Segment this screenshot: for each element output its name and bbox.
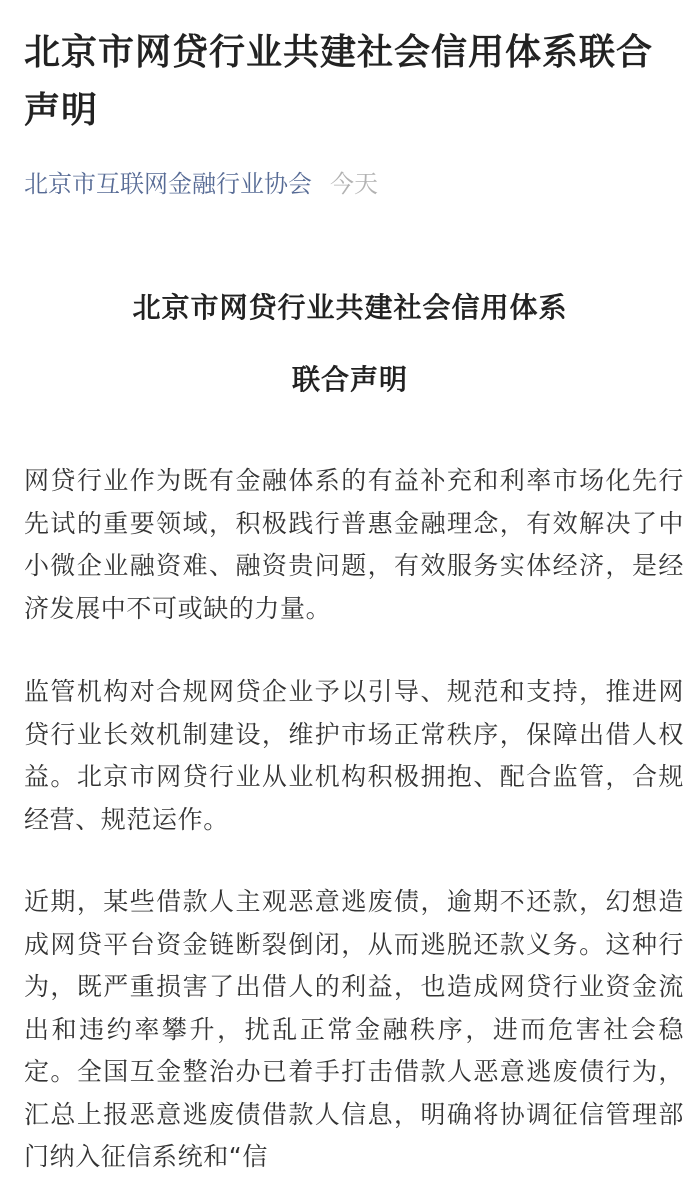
- article-meta: [24, 164, 378, 204]
- paragraph-2: 监管机构对合规网贷企业予以引导、规范和支持，推进网贷行业长效机制建设，维护市场正常秩序，保障出借人权益。北京市网贷行业从业机构积极拥抱、配合监管，合规经营、规范运作。: [24, 677, 684, 834]
- author-link[interactable]: 北京市互联网金融行业协会: [24, 170, 312, 198]
- content-title-line1: 北京市网贷行业共建社会信用体系: [132, 291, 568, 324]
- paragraph-3: 近期，某些借款人主观恶意逃废债，逾期不还款，幻想造成网贷平台资金链断裂倒闭，从而逃脱还款义务。这种行为，既严重损害了出借人的利益，也造成网贷行业资金流出和违约率攀升，扰乱正常金融秩序，进而危害社会稳定。全国互金整治办已着手打击借款人恶意逃废债行为，汇总上报恶意逃废债借款人信息，明确将协调征信管理部门纳入征信系统和“信: [24, 887, 684, 1171]
- paragraph-1: 网贷行业作为既有金融体系的有益补充和利率市场化先行先试的重要领域，积极践行普惠金融理念，有效解决了中小微企业融资难、融资贵问题，有效服务实体经济，是经济发展中不可或缺的力量。: [24, 466, 684, 623]
- article-title: 北京市网贷行业共建社会信用体系联合声明: [24, 32, 654, 131]
- content-title-line2: 联合声明: [291, 363, 408, 396]
- publish-date: 今天: [330, 170, 378, 198]
